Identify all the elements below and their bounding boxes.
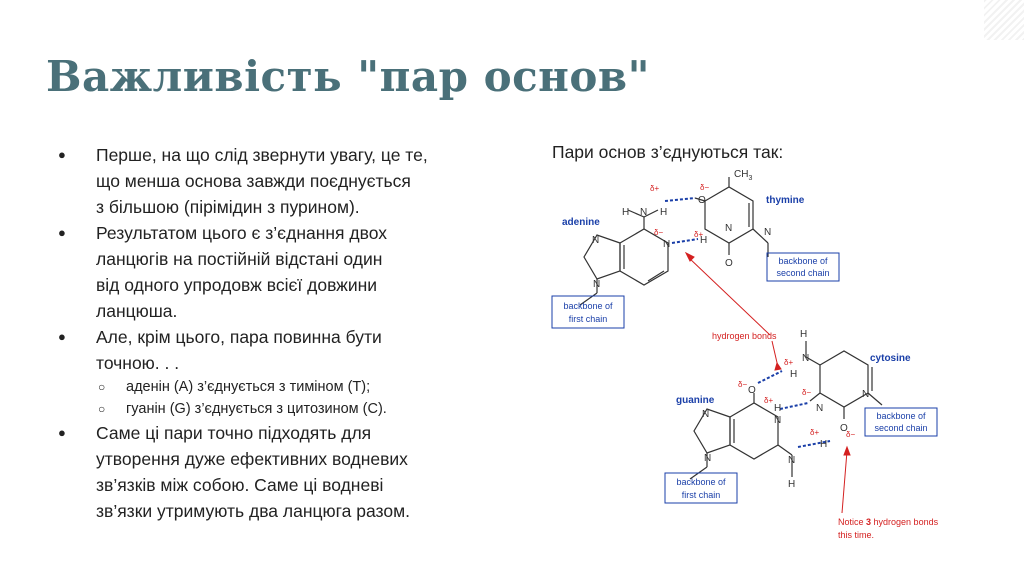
- guanine-label: guanine: [676, 395, 715, 406]
- atom-label: N: [593, 279, 601, 290]
- backbone-label: backbone of: [778, 256, 828, 266]
- partial-charge: δ+: [650, 184, 660, 193]
- bullet-line: точною. . .: [96, 353, 180, 373]
- atom-label: N: [663, 239, 671, 250]
- atom-label: H: [788, 479, 796, 490]
- bullet-item: [56, 324, 486, 420]
- bullet-line: від одного упродовж всієї довжини: [96, 275, 378, 295]
- notice-label: Notice 3 hydrogen bonds: [838, 517, 939, 527]
- bullet-line: Результатом цього є з’єднання двох: [96, 223, 387, 243]
- partial-charge: δ−: [802, 388, 812, 397]
- atom-label: N: [862, 389, 870, 400]
- atom-label: H: [660, 207, 668, 218]
- bullet-line: Але, крім цього, пара повинна бути: [96, 327, 382, 347]
- atom-label: N: [788, 455, 796, 466]
- atom-label: H: [622, 207, 630, 218]
- diagram-caption: Пари основ з’єднуються так:: [552, 142, 784, 162]
- partial-charge: δ−: [700, 183, 710, 192]
- base-pairs-diagram: [540, 165, 1010, 550]
- bullet-item: [56, 420, 486, 524]
- bullet-line: що менша основа завжди поєднується: [96, 171, 411, 191]
- adenine-label: adenine: [562, 217, 600, 228]
- page-title: Важливість "пар основ": [46, 52, 650, 101]
- backbone-label: backbone of: [876, 411, 926, 421]
- partial-charge: δ−: [846, 430, 856, 439]
- atom-label: O: [725, 258, 733, 269]
- bullet-line: утворення дуже ефективних водневих: [96, 449, 408, 469]
- partial-charge: δ−: [738, 380, 748, 389]
- hydrogen-bonds-label: hydrogen bonds: [712, 331, 777, 341]
- partial-charge: δ+: [694, 230, 704, 239]
- atom-label: O: [840, 423, 848, 434]
- bullet-list: [56, 142, 486, 524]
- corner-decoration: [984, 0, 1024, 40]
- atom-label: H: [790, 369, 798, 380]
- sub-list: [96, 376, 486, 420]
- atom-label: O: [748, 385, 756, 396]
- bullet-line: Перше, на що слід звернути увагу, це те,: [96, 145, 428, 165]
- bullet-line: ланцюша.: [96, 301, 178, 321]
- sub-item: ○ аденін (А) з’єднується з тиміном (Т);: [96, 376, 486, 398]
- atom-label: N: [725, 223, 733, 234]
- partial-charge: δ+: [764, 396, 774, 405]
- atom-label: H: [774, 403, 782, 414]
- atom-label: N: [640, 207, 648, 218]
- atom-label: N: [816, 403, 824, 414]
- bullet-line: Саме ці пари точно підходять для: [96, 423, 372, 443]
- backbone-label: second chain: [874, 423, 928, 433]
- methyl-label: $CH_3$: [734, 169, 753, 182]
- bullet-line: з більшою (пірімідин з пурином).: [96, 197, 360, 217]
- bullet-line: зв’язки утримують два ланцюга разом.: [96, 501, 410, 521]
- sub-item: ○ гуанін (G) з’єднується з цитозином (С).: [96, 398, 486, 420]
- atom-label: N: [802, 353, 810, 364]
- notice-label-line2: this time.: [838, 530, 875, 540]
- bullet-line: ланцюгів на постійній відстані один: [96, 249, 383, 269]
- thymine-label: thymine: [766, 195, 805, 206]
- atom-label: O: [698, 195, 706, 206]
- bullet-line: зв’язків між собою. Саме ці водневі: [96, 475, 384, 495]
- atom-label: N: [702, 409, 710, 420]
- backbone-label: backbone of: [676, 477, 726, 487]
- partial-charge: δ+: [784, 358, 794, 367]
- atom-label: N: [764, 227, 772, 238]
- atom-label: N: [704, 453, 712, 464]
- backbone-label: first chain: [568, 314, 608, 324]
- atom-label: N: [774, 415, 782, 426]
- atom-label: N: [592, 235, 600, 246]
- partial-charge: δ−: [654, 228, 664, 237]
- cytosine-label: cytosine: [870, 353, 911, 364]
- atom-label: H: [800, 329, 808, 340]
- backbone-label: second chain: [776, 268, 830, 278]
- backbone-label: first chain: [681, 490, 721, 500]
- bullet-item: [56, 142, 486, 220]
- bullet-item: [56, 220, 486, 324]
- atom-label: H: [820, 439, 828, 450]
- atom-label: H: [700, 235, 708, 246]
- partial-charge: δ+: [810, 428, 820, 437]
- backbone-label: backbone of: [563, 301, 613, 311]
